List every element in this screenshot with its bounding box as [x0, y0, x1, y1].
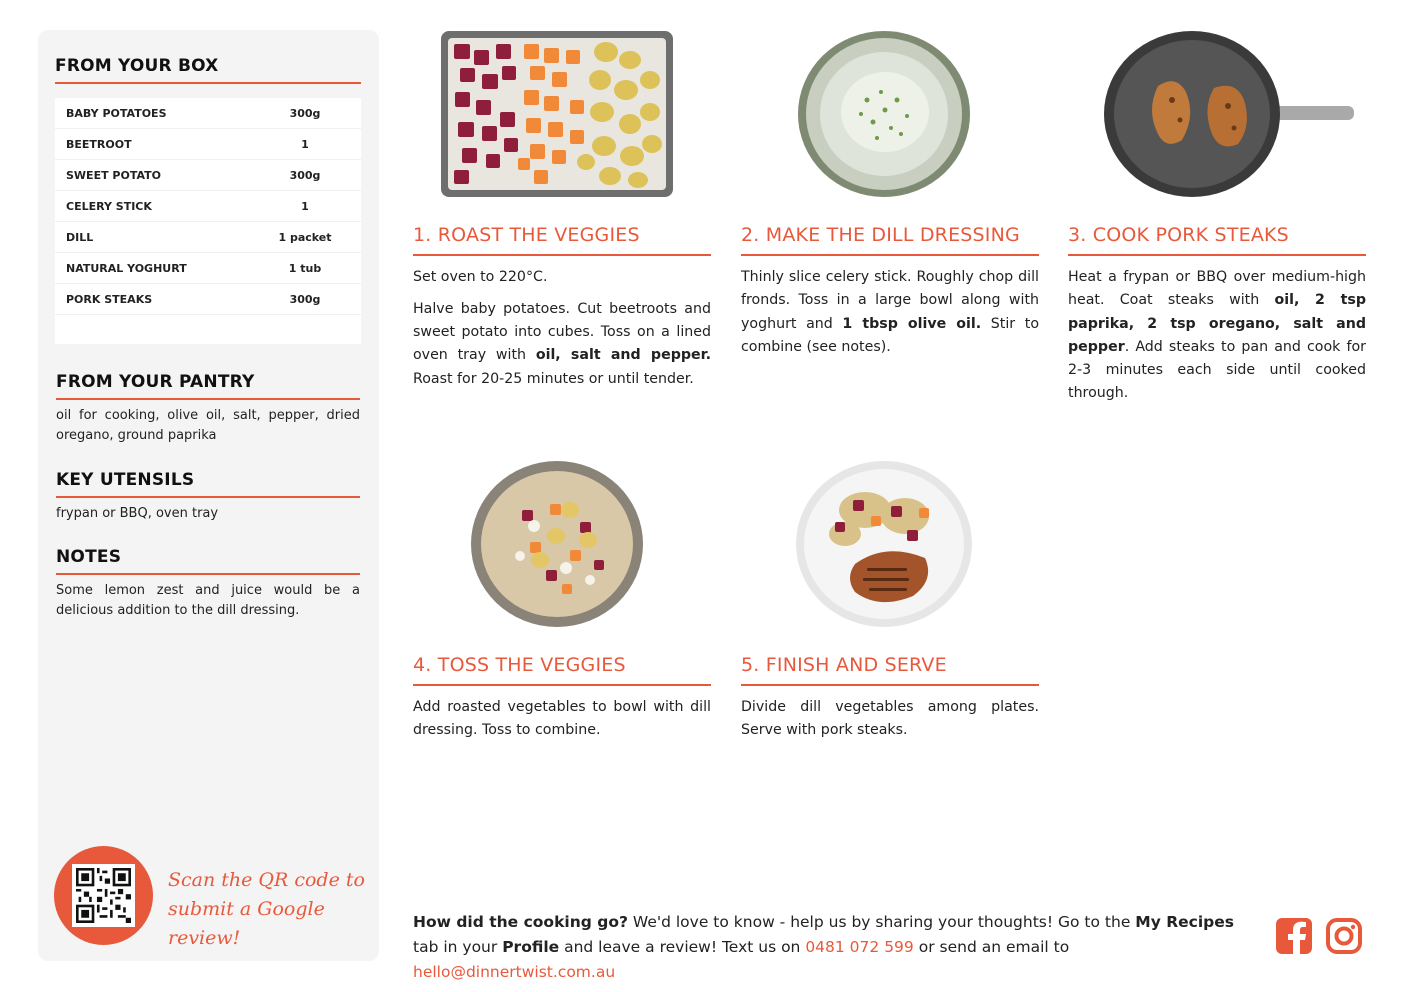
divider — [413, 254, 711, 256]
step-5-title: 5. FINISH AND SERVE — [741, 654, 947, 676]
divider — [741, 254, 1039, 256]
step-3-title: 3. COOK PORK STEAKS — [1068, 224, 1289, 246]
my-recipes-tab-link[interactable]: My Recipes — [1135, 913, 1234, 931]
utensils-text: frypan or BBQ, oven tray — [56, 506, 219, 521]
ingredient-name: DILL — [66, 230, 94, 244]
instagram-icon[interactable] — [1326, 918, 1362, 954]
ingredient-name: BEETROOT — [66, 137, 132, 151]
ingredient-qty: 1 — [301, 199, 309, 213]
finish-serve-photo — [795, 460, 973, 628]
from-your-pantry-title: FROM YOUR PANTRY — [56, 372, 255, 392]
footer-text: We'd love to know - help us by sharing your thoughts! Go to the — [627, 913, 1136, 931]
step-1-text-part: Halve baby potatoes. Cut beetroots and sweet potato into cubes. Toss on a lined oven tray with — [413, 300, 711, 364]
ingredient-qty: 1 — [301, 137, 309, 151]
qr-code-badge[interactable] — [54, 846, 153, 945]
ingredient-name: NATURAL YOGHURT — [66, 261, 187, 275]
divider — [56, 573, 360, 575]
ingredient-qty: 300g — [289, 106, 321, 120]
ingredient-row — [55, 129, 361, 160]
divider — [56, 496, 360, 498]
step-2-text-part: Stir to combine (see notes). — [741, 315, 1039, 355]
ingredient-row — [55, 191, 361, 222]
qr-code-icon[interactable] — [72, 864, 135, 927]
step-1-para — [413, 298, 711, 391]
from-your-box-title: FROM YOUR BOX — [55, 56, 219, 76]
ingredient-row — [55, 98, 361, 129]
step-2-bold: 1 tbsp olive oil. — [842, 315, 982, 332]
step-2-para — [741, 266, 1039, 359]
footer-text: tab in your — [413, 938, 503, 956]
email-link[interactable]: hello@dinnertwist.com.au — [413, 963, 616, 981]
divider — [413, 684, 711, 686]
ingredient-row — [55, 160, 361, 191]
step-2-title: 2. MAKE THE DILL DRESSING — [741, 224, 1020, 246]
step-1-title: 1. ROAST THE VEGGIES — [413, 224, 640, 246]
divider — [1068, 254, 1366, 256]
step-1-bold: oil, salt and pepper. — [535, 347, 711, 364]
footer-text: and leave a review! Text us on — [559, 938, 806, 956]
ingredient-row — [55, 253, 361, 284]
ingredient-qty: 300g — [289, 292, 321, 306]
step-1-para: Set oven to 220°C. — [413, 269, 548, 285]
dill-dressing-photo — [797, 30, 971, 198]
step-4-para: Add roasted vegetables to bowl with dill dressing. Toss to combine. — [413, 699, 711, 739]
divider — [56, 398, 360, 400]
step-1-text-part: Roast for 20-25 minutes or until tender. — [413, 370, 694, 387]
cook-pork-photo — [1102, 30, 1358, 198]
toss-veggies-photo — [470, 460, 644, 628]
ingredient-name: SWEET POTATO — [66, 168, 161, 182]
ingredient-row — [55, 284, 361, 315]
profile-link[interactable]: Profile — [502, 938, 560, 956]
step-5-para: Divide dill vegetables among plates. Serve with pork steaks. — [741, 699, 1039, 739]
feedback-footer — [413, 910, 1263, 985]
key-utensils-title: KEY UTENSILS — [56, 470, 195, 490]
step-5-text — [741, 696, 1039, 751]
qr-caption — [168, 866, 368, 953]
step-2-text — [741, 266, 1039, 368]
ingredient-qty: 1 tub — [288, 261, 322, 275]
ingredient-qty: 300g — [289, 168, 321, 182]
divider — [55, 82, 361, 84]
ingredient-name: PORK STEAKS — [66, 292, 153, 306]
sidebar-panel — [38, 30, 379, 961]
phone-link[interactable]: 0481 072 599 — [805, 938, 914, 956]
facebook-icon[interactable] — [1276, 918, 1312, 954]
qr-caption-line: Scan the QR code to — [168, 869, 365, 891]
ingredients-table — [55, 98, 361, 344]
ingredient-name: CELERY STICK — [66, 199, 152, 213]
step-3-text — [1068, 266, 1366, 414]
step-4-text — [413, 696, 711, 751]
qr-caption-line: submit a Google review! — [168, 898, 325, 949]
step-1-text — [413, 266, 711, 399]
step-3-para — [1068, 266, 1366, 406]
notes-title: NOTES — [56, 547, 122, 567]
step-2-text-part: Thinly slice celery stick. Roughly chop dill fronds. Toss in a large bowl along with yoghurt and — [741, 269, 1039, 332]
footer-text: or send an email to — [913, 938, 1070, 956]
step-3-text-part: Heat a frypan or BBQ over medium-high heat. Coat steaks with — [1068, 269, 1366, 309]
footer-question: How did the cooking go? — [413, 913, 628, 931]
ingredient-qty: 1 packet — [278, 230, 332, 244]
divider — [741, 684, 1039, 686]
step-4-title: 4. TOSS THE VEGGIES — [413, 654, 626, 676]
step-3-text-part: . Add steaks to pan and cook for 2-3 minutes each side until cooked through. — [1068, 338, 1366, 402]
step-3-bold: oil, 2 tsp paprika, 2 tsp oregano, salt and pepper — [1068, 292, 1366, 355]
notes-text: Some lemon zest and juice would be a delicious addition to the dill dressing. — [56, 583, 360, 618]
ingredient-name: BABY POTATOES — [66, 106, 167, 120]
pantry-text: oil for cooking, olive oil, salt, pepper, dried oregano, ground paprika — [56, 408, 360, 443]
ingredient-row — [55, 222, 361, 253]
roast-veggies-photo — [440, 30, 674, 198]
